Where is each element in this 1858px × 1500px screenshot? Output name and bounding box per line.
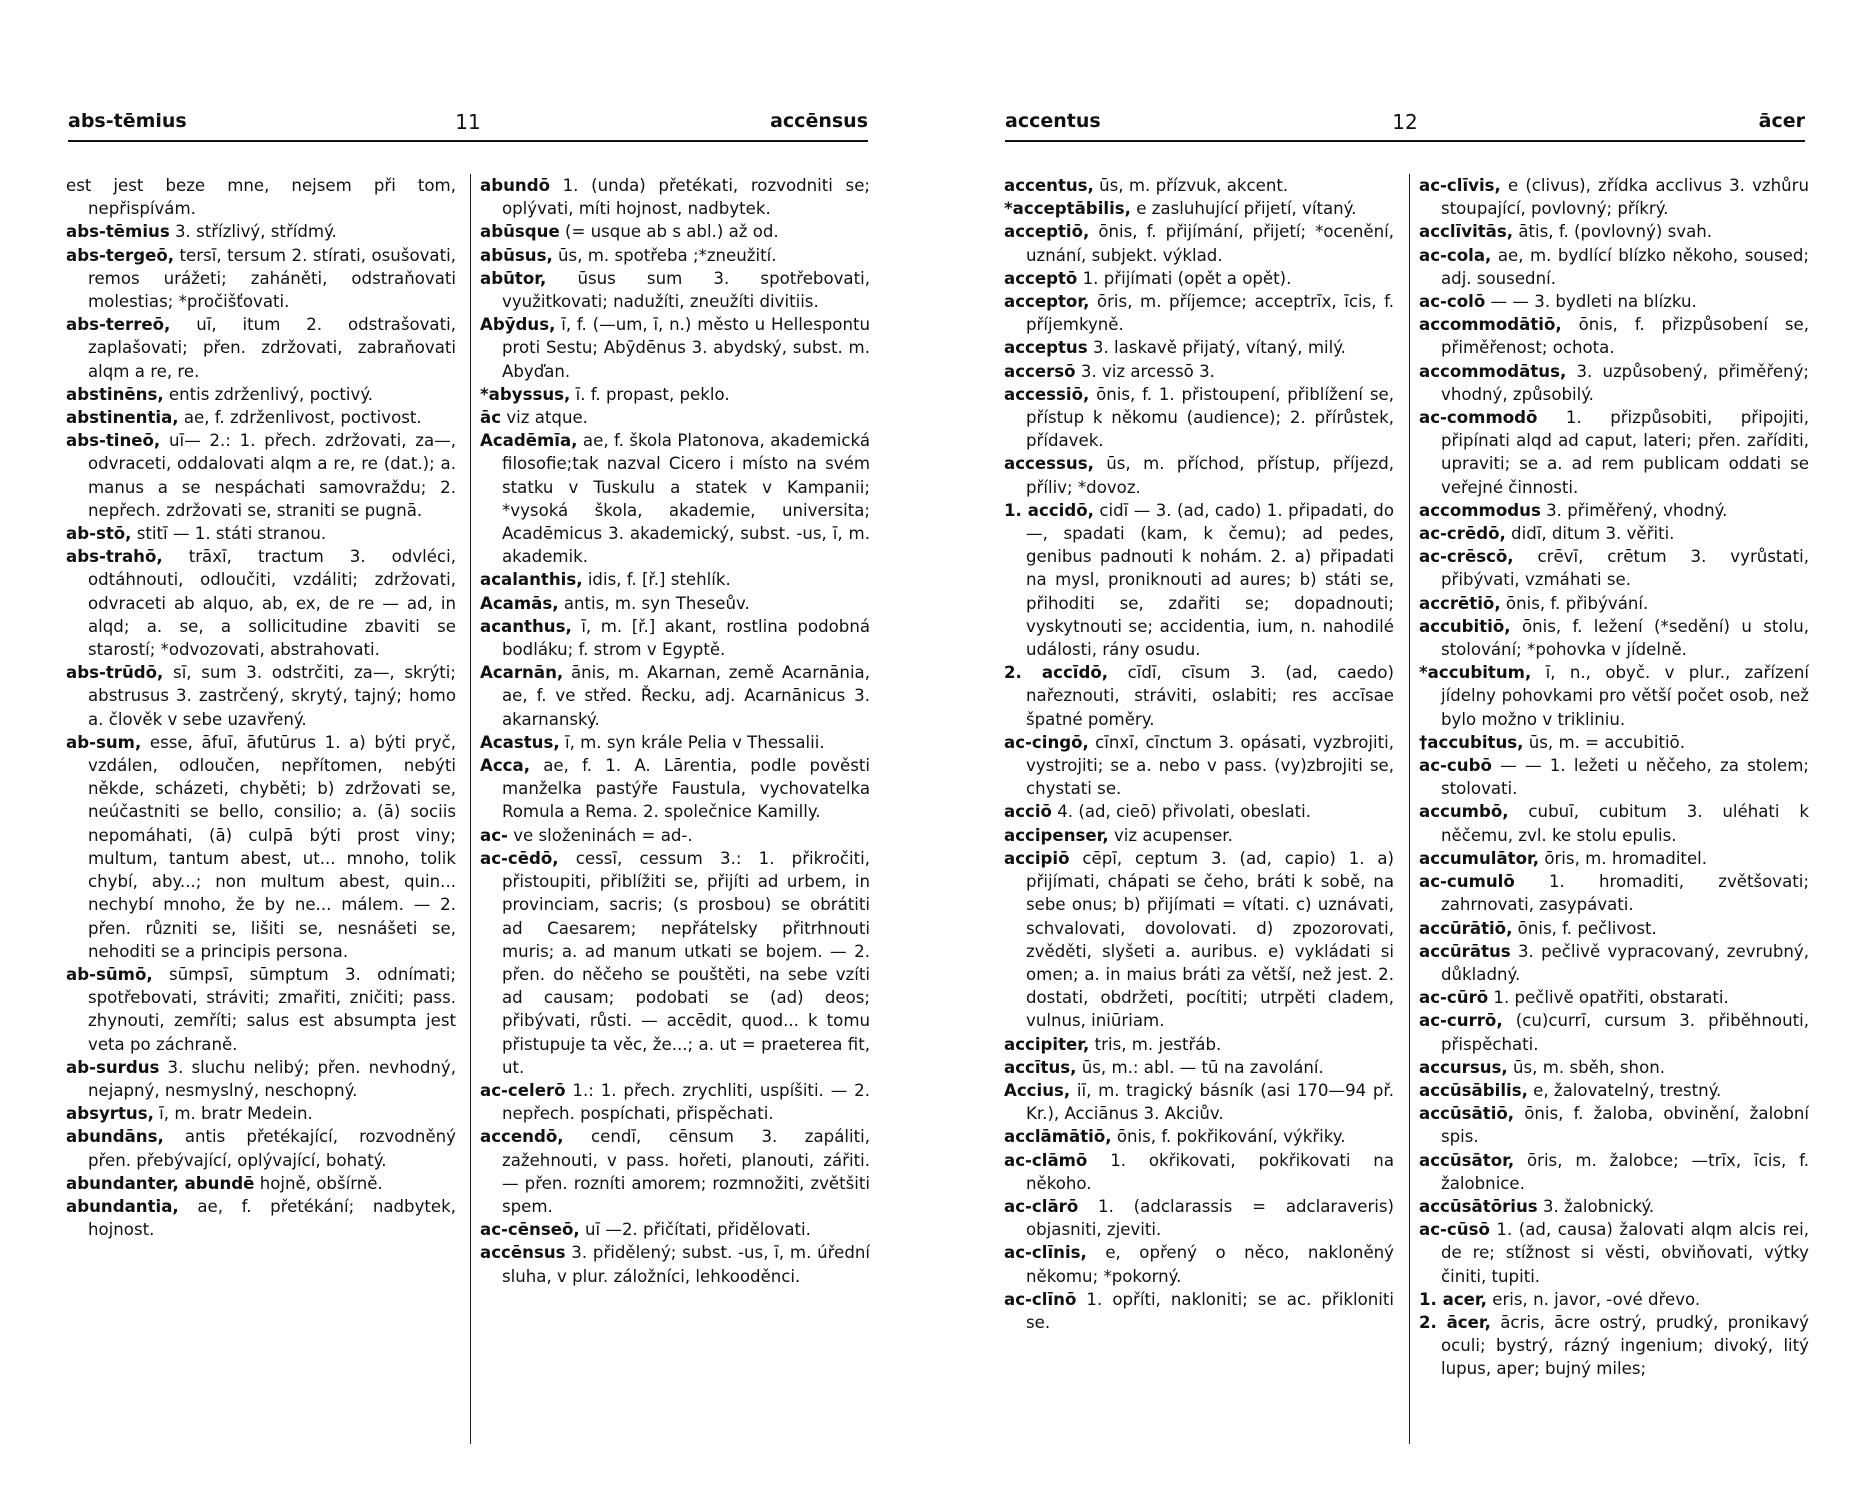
dictionary-entry [1004, 1195, 1394, 1241]
entry-headword: accessiō, [1004, 384, 1090, 404]
entry-definition: esse, āfuī, āfutūrus 1. a) býti pryč, vzdálen, odloučen, nepřítomen, nebýti někde, scházeti, chyběti; b) zdržovati se, neúčastniti se bello, consilio; a. (ā) sociis nepomáhati, (ā) culpā býti prost viny; multum, tantum abest, ut... mnoho, tolik chybí, aby...; non multum abest, quin... nechybí mnoho, že by ne... málem. — 2. přen. různiti se, lišiti se, nesnášeti se, nehoditi se a principis persona. [88, 732, 456, 961]
dictionary-entry [1419, 1311, 1809, 1381]
entry-headword: abs-tergeō, [66, 245, 175, 265]
dictionary-entry [480, 847, 870, 1079]
entry-headword: abūsque [480, 222, 560, 242]
entry-definition: ōnis, f. přibývání. [1500, 593, 1649, 613]
dictionary-entry [480, 220, 870, 243]
page-number: 11 [455, 110, 481, 134]
column-divider [470, 174, 471, 1444]
entry-headword: accūrātus [1419, 941, 1511, 961]
entry-definition: ve složeninách = ad-. [507, 825, 693, 845]
entry-definition: ācris, ācre ostrý, prudký, pronikavý oculi; bystrý, rázný ingenium; divoký, litý lupus, aper; bujný miles; [1441, 1312, 1809, 1379]
dictionary-entry [480, 754, 870, 824]
entry-headword: accumulātor, [1419, 848, 1540, 868]
entry-definition: ī, n., obyč. v plur., zařízení jídelny pohovkami pro větší počet osob, než bylo možno v trikliniu. [1441, 663, 1809, 729]
entry-headword: ac-clārō [1004, 1196, 1079, 1216]
entry-headword: accendō, [480, 1127, 564, 1147]
entry-definition: didī, ditum 3. věřiti. [1505, 524, 1675, 544]
entry-definition: ī, f. (—um, ī, n.) město u Hellespontu proti Sestu; Abӯdēnus 3. abydský, subst. m. Abyďan. [502, 315, 870, 381]
page-number: 12 [1392, 110, 1418, 134]
entry-headword: ac-clīvis, [1419, 176, 1501, 195]
guide-word-first: abs-tēmius [68, 110, 187, 132]
page-header [68, 110, 868, 142]
dictionary-entry [480, 731, 870, 754]
entry-definition: stitī — 1. státi stranou. [131, 524, 327, 544]
dictionary-entry [1419, 1102, 1809, 1148]
entry-definition: tris, m. jestřáb. [1089, 1034, 1222, 1054]
dictionary-entry [1004, 499, 1394, 661]
entry-headword: accommodātus, [1419, 361, 1567, 381]
entry-headword: accommodātiō, [1419, 315, 1562, 335]
dictionary-entry [66, 1056, 456, 1102]
entry-definition: 1. hromaditi, zvětšovati; zahrnovati, zasypávati. [1441, 872, 1809, 915]
dictionary-entry [480, 661, 870, 731]
entry-definition: ae, f. škola Platonova, akademická filosofie;tak nazval Cicero i místo na svém statku v Tuskulu a statek v Kampanii; *vysoká škola, akademie, universita; Acadēmicus 3. akademický, subst. -us, ī, m. akademik. [502, 431, 870, 567]
entry-headword: accūsābilis, [1419, 1080, 1528, 1100]
entry-headword: *accubitum, [1419, 663, 1532, 683]
entry-definition: 3. sluchu nelibý; přen. nevhodný, nejapný, nesmyslný, neschopný. [88, 1057, 456, 1100]
entry-definition: 1.: 1. přech. zrychliti, uspíšiti. — 2. nepřech. pospíchati, přispěchati. [502, 1080, 870, 1124]
entry-definition: 4. (ad, cieō) přivolati, obeslati. [1051, 802, 1312, 822]
entry-headword: abs-terreō, [66, 315, 171, 335]
entry-headword: ac-cingō, [1004, 732, 1089, 752]
entry-definition: cendī, cēnsum 3. zapáliti, zažehnouti, v pass. hořeti, planouti, zářiti. — přen. rozníti amorem; rozmnožiti, zvětšiti spem. [502, 1127, 870, 1216]
entry-definition: ī, m. syn krále Pelia v Thessalii. [559, 732, 825, 752]
dictionary-entry [1004, 452, 1394, 498]
entry-headword: accessus, [1004, 454, 1094, 474]
entry-definition: 1. přijímati (opět a opět). [1077, 268, 1292, 288]
dictionary-entry [480, 615, 870, 661]
entry-headword: Acastus, [480, 732, 560, 752]
entry-headword: ac-currō, [1419, 1011, 1503, 1031]
dictionary-entry [480, 1218, 870, 1241]
entry-definition: 1. opříti, nakloniti; se ac. přikloniti se. [1026, 1289, 1394, 1332]
entry-definition: 3. pečlivě vypracovaný, zevrubný, důkladný. [1441, 941, 1809, 984]
dictionary-entry [1419, 847, 1809, 870]
page-header [1005, 110, 1805, 142]
entry-headword: accipiter, [1004, 1034, 1090, 1054]
entry-headword: abstinentia, [66, 408, 179, 428]
entry-definition: hojně, obšírně. [254, 1173, 383, 1193]
entry-headword: abs-trūdō, [66, 663, 164, 683]
entry-headword: †accubitus, [1419, 732, 1524, 752]
entry-definition: ae, f. přetékání; nadbytek, hojnost. [88, 1196, 456, 1240]
entry-headword: accubitiō, [1419, 616, 1511, 636]
entry-definition: ūs, m. spotřeba ;*zneužití. [552, 245, 777, 265]
entry-headword: abundanter, abundē [66, 1173, 255, 1193]
entry-headword: *acceptābilis, [1004, 199, 1131, 219]
entry-definition: e zasluhující přijetí, vítaný. [1130, 199, 1357, 219]
entry-headword: absyrtus, [66, 1104, 154, 1124]
entry-definition: ōnis, f. přizpůsobení se, přiměřenost; ochota. [1441, 315, 1809, 358]
dictionary-entry [480, 568, 870, 591]
dictionary-entry [1004, 1079, 1394, 1125]
entry-headword: Accius, [1004, 1080, 1071, 1100]
entry-definition: ae, m. bydlící blízko někoho, soused; adj. sousední. [1441, 245, 1809, 288]
dictionary-entry [1419, 522, 1809, 545]
dictionary-entry [480, 592, 870, 615]
dictionary-entry [1004, 1033, 1394, 1056]
entry-headword: accersō [1004, 361, 1076, 381]
dictionary-entry [66, 522, 456, 545]
entry-headword: ab-surdus [66, 1057, 160, 1077]
entry-definition: viz atque. [501, 408, 588, 428]
entry-headword: *abyssus, [480, 384, 571, 404]
entry-headword: ac-cumulō [1419, 872, 1515, 892]
entry-definition: est jest beze mne, nejsem při tom, nepřispívám. [66, 176, 456, 219]
entry-definition: ūsus sum 3. spotřebovati, využitkovati; nadužíti, zneužíti divitiis. [502, 268, 870, 312]
dictionary-entry [66, 545, 456, 661]
entry-headword: accītus, [1004, 1057, 1077, 1077]
dictionary-entry [1419, 174, 1809, 220]
entry-headword: ac-cubō [1419, 756, 1492, 776]
dictionary-entry [1419, 1056, 1809, 1079]
guide-word-last: ācer [1758, 110, 1805, 132]
entry-definition: 1. (unda) přetékati, rozvodniti se; oplývati, míti hojnost, nadbytek. [502, 176, 870, 219]
dictionary-entry [480, 313, 870, 383]
dictionary-entry [1419, 661, 1809, 731]
guide-word-last: accēnsus [770, 110, 868, 132]
dictionary-entry [66, 313, 456, 383]
entry-headword: Acarnān, [480, 663, 564, 683]
entry-definition: cessī, cessum 3.: 1. přikročiti, přistoupiti, přiblížiti se, přijíti ad urbem, in provinciam, sacris; (s prosbou) se obrátiti ad Caesarem; nepřátelsky přitrhnouti muris; a. ad manum utkati se bojem. — 2. přen. do něčeho se pouštěti, na sebe vzíti ad causam; podobati se (ad) deos; přibývati, růsti. — accēdit, quod... k tomu přistupuje ta věc, že...; a. ut = praeterea fit, ut. [502, 848, 870, 1077]
entry-headword: accēnsus [480, 1243, 566, 1263]
entry-definition: ōris, m. hromaditel. [1539, 848, 1708, 868]
entry-headword: Acadēmīa, [480, 431, 578, 451]
entry-headword: accipenser, [1004, 825, 1109, 845]
entry-definition: e (clivus), zřídka acclivus 3. vzhůru stoupající, povlovný; příkrý. [1441, 176, 1809, 219]
entry-headword: ab-stō, [66, 524, 132, 544]
entry-definition: ī. f. propast, peklo. [570, 384, 730, 404]
dictionary-entry [1419, 1218, 1809, 1288]
right-page [929, 0, 1858, 1500]
entry-definition: ōnis, f. 1. přistoupení, přiblížení se, přístup k někomu (audience); 2. přírůstek, přídavek. [1026, 384, 1394, 451]
entry-headword: acceptus [1004, 338, 1088, 358]
entry-definition: crēvī, crētum 3. vyrůstati, přibývati, vzmáhati se. [1441, 547, 1809, 590]
entry-definition: ōris, m. příjemce; acceptrīx, īcis, f. příjemkyně. [1026, 292, 1394, 335]
entry-headword: accūsātōrius [1419, 1196, 1538, 1216]
dictionary-entry [1419, 360, 1809, 406]
entry-headword: accrētiō, [1419, 593, 1501, 613]
entry-column-1 [66, 174, 456, 1474]
dictionary-entry [1419, 870, 1809, 916]
dictionary-entry [1004, 800, 1394, 823]
dictionary-entry [1004, 290, 1394, 336]
entry-definition: ūs, m.: abl. — tū na zavolání. [1076, 1057, 1324, 1077]
dictionary-entry [1419, 615, 1809, 661]
entry-definition: eris, n. javor, -ové dřevo. [1486, 1289, 1701, 1309]
entry-headword: accommodus [1419, 500, 1541, 520]
entry-definition: — — 1. ležeti u něčeho, za stolem; stolovati. [1441, 756, 1809, 799]
entry-definition: antis, m. syn Theseův. [558, 593, 750, 613]
entry-definition: uī —2. přičítati, přidělovati. [579, 1220, 811, 1240]
entry-headword: ac-cēdō, [480, 848, 559, 868]
entry-definition: ūs, m. příchod, přístup, příjezd, příliv; *dovoz. [1026, 454, 1394, 497]
entry-headword: acceptor, [1004, 292, 1090, 312]
dictionary-entry [1004, 731, 1394, 801]
entry-headword: Acamās, [480, 593, 559, 613]
dictionary-entry [1419, 406, 1809, 499]
entry-headword: abs-tineō, [66, 431, 161, 451]
entry-definition: sūmpsī, sūmptum 3. odnímati; spotřebovati, stráviti; zmařiti, zničiti; pass. zhynouti, zemříti; salus est absumpta jest veta po záchraně. [88, 964, 456, 1054]
dictionary-entry [1419, 545, 1809, 591]
entry-definition: 3. střízlivý, střídmý. [169, 222, 337, 242]
entry-definition: cidī — 3. (ad, cado) 1. připadati, do—, spadati (kam, k čemu); ad pedes, genibus padnouti k nohám. 2. a) připadati na mysl, proniknouti ad aures; b) státi se, přihoditi se, zdařiti se; dopadnouti; vyskytnouti se; accidentia, ium, n. nahodilé události, rány osudu. [1026, 500, 1394, 660]
dictionary-entry [1419, 754, 1809, 800]
entry-definition: ae, f. 1. A. Lārentia, podle pověsti manželka pastýře Faustula, vychovatelka Romula a Rema. 2. společnice Kamilly. [502, 756, 870, 822]
entry-definition: 3. viz arcessō 3. [1075, 361, 1215, 381]
entry-definition: ūs, m. sběh, shon. [1507, 1057, 1666, 1077]
entry-definition: ī, m. [ř.] akant, rostlina podobná bodláku; f. strom v Egyptě. [502, 616, 870, 660]
entry-definition: 1. přizpůsobiti, připojiti, připínati alqd ad caput, lateri; přen. zaříditi, upraviti; se a. ad rem publicam oddati se veřejné činnosti. [1441, 408, 1809, 497]
entry-definition: viz acupenser. [1108, 825, 1233, 845]
entry-headword: ac-crēscō, [1419, 547, 1514, 567]
entry-headword: 2. accīdō, [1004, 663, 1109, 683]
entry-headword: accūsātiō, [1419, 1104, 1515, 1124]
entry-headword: accentus, [1004, 176, 1094, 195]
entry-definition: cīdī, cīsum 3. (ad, caedo) nařeznouti, stráviti, oslabiti; res accīsae špatné poměry. [1026, 663, 1394, 729]
entry-definition: sī, sum 3. odstrčiti, za—, skrýti; abstrusus 3. zastrčený, skrytý, tajný; homo a. člověk v sebe uzavřený. [88, 663, 456, 729]
entry-definition: e, opřený o něco, nakloněný někomu; *pokorný. [1026, 1243, 1394, 1286]
entry-headword: abundō [480, 176, 550, 195]
entry-column-2 [1419, 174, 1809, 1474]
dictionary-entry [1419, 940, 1809, 986]
dictionary-entry [1004, 661, 1394, 731]
entry-definition: tersī, tersum 2. stírati, osušovati, remos urážeti; zaháněti, odstraňovati molestias; *pročišťovati. [88, 245, 456, 312]
entry-definition: ae, f. zdrženlivost, poctivost. [178, 408, 422, 428]
entry-headword: acceptō [1004, 268, 1078, 288]
entry-headword: accūsātor, [1419, 1150, 1515, 1170]
dictionary-entry [66, 963, 456, 1056]
entry-definition: ī, m. bratr Medein. [153, 1104, 313, 1124]
column-divider [1409, 174, 1410, 1444]
entry-headword: ab-sum, [66, 732, 142, 752]
entry-headword: ac-colō [1419, 292, 1486, 312]
dictionary-entry [66, 429, 456, 522]
dictionary-entry [480, 1125, 870, 1218]
dictionary-entry [1004, 220, 1394, 266]
dictionary-entry [66, 661, 456, 731]
dictionary-entry [66, 383, 456, 406]
guide-word-first: accentus [1005, 110, 1101, 132]
dictionary-entry [1004, 360, 1394, 383]
dictionary-entry [1419, 1288, 1809, 1311]
entry-headword: ac-clāmō [1004, 1150, 1088, 1170]
entry-definition: iī, m. tragický básník (asi 170—94 př. Kr.), Acciānus 3. Akciův. [1026, 1080, 1394, 1124]
dictionary-entry [1419, 917, 1809, 940]
dictionary-entry [66, 1102, 456, 1125]
entry-headword: abs-tēmius [66, 222, 170, 242]
entry-definition: e, žalovatelný, trestný. [1527, 1080, 1722, 1100]
entry-definition: idis, f. [ř.] stehlík. [582, 570, 731, 590]
dictionary-entry [1419, 313, 1809, 359]
entry-definition: 1. pečlivě opatřiti, obstarati. [1488, 988, 1729, 1008]
dictionary-entry [480, 267, 870, 313]
entry-headword: 2. ācer, [1419, 1312, 1491, 1332]
dictionary-entry [1004, 1288, 1394, 1334]
entry-headword: ac-cūsō [1419, 1220, 1490, 1240]
entry-headword: accumbō, [1419, 802, 1509, 822]
dictionary-entry [66, 1125, 456, 1171]
dictionary-entry [1419, 1009, 1809, 1055]
dictionary-entry [1419, 592, 1809, 615]
entry-headword: abs-trahō, [66, 547, 163, 567]
entry-headword: acceptiō, [1004, 222, 1090, 242]
entry-definition: ōnis, f. ležení (*sedění) u stolu, stolování; *pohovka v jídelně. [1441, 616, 1809, 660]
entry-definition: antis přetékající, rozvodněný přen. přebývající, oplývající, bohatý. [88, 1127, 456, 1170]
dictionary-entry [1004, 1241, 1394, 1287]
entry-headword: ac-clīnis, [1004, 1243, 1087, 1263]
dictionary-entry [66, 220, 456, 243]
entry-definition: 3. žalobnický. [1537, 1196, 1655, 1216]
entry-definition: entis zdrženlivý, poctivý. [163, 384, 374, 404]
entry-headword: 1. acer, [1419, 1289, 1487, 1309]
entry-headword: ab-sūmō, [66, 964, 153, 984]
entry-definition: 3. přidělený; subst. -us, ī, m. úřední sluha, v plur. záložníci, lehkooděnci. [502, 1243, 870, 1286]
dictionary-entry [66, 731, 456, 963]
entry-headword: abūtor, [480, 268, 547, 288]
entry-headword: accursus, [1419, 1057, 1508, 1077]
entry-headword: accipiō [1004, 848, 1070, 868]
entry-definition: trāxī, tractum 3. odvléci, odtáhnouti, odloučiti, vzdáliti; zdržovati, odvraceti ab alquo, ab, ex, de re — ad, in alqd; a. se, a sollicitudine zbaviti se starostí; *odvozovati, abstrahovati. [88, 547, 456, 660]
entry-headword: Abӯdus, [480, 315, 556, 335]
entry-definition: ōris, m. žalobce; —trīx, īcis, f. žalobnice. [1441, 1150, 1809, 1193]
dictionary-entry [480, 383, 870, 406]
entry-definition: — — 3. bydleti na blízku. [1485, 292, 1697, 312]
entry-column-1 [1004, 174, 1394, 1474]
entry-definition: 1. (adclarassis = adclaraveris) objasniti, zjeviti. [1026, 1196, 1394, 1240]
dictionary-entry [66, 406, 456, 429]
dictionary-entry [1004, 1056, 1394, 1079]
entry-definition: ōnis, f. pokřikování, výkřiky. [1111, 1127, 1346, 1147]
entry-headword: ac- [480, 825, 508, 845]
entry-definition: ōnis, f. pečlivost. [1512, 918, 1657, 938]
entry-definition: 1. okřikovati, pokřikovati na někoho. [1026, 1150, 1394, 1193]
dictionary-entry [1419, 499, 1809, 522]
dictionary-entry [66, 1195, 456, 1241]
entry-definition: cubuī, cubitum 3. uléhati k něčemu, zvl. ke stolu epulis. [1441, 802, 1809, 845]
entry-definition: (= usque ab s abl.) až od. [559, 222, 779, 242]
entry-definition: 3. uzpůsobený, přiměřený; vhodný, způsobilý. [1441, 361, 1809, 404]
dictionary-entry [1419, 986, 1809, 1009]
entry-definition: 3. laskavě přijatý, vítaný, milý. [1087, 338, 1346, 358]
dictionary-entry [1004, 1125, 1394, 1148]
dictionary-entry [1419, 1195, 1809, 1218]
entry-headword: ac-celerō [480, 1080, 566, 1100]
dictionary-entry [1004, 336, 1394, 359]
dictionary-entry [66, 244, 456, 314]
entry-headword: acclāmātiō, [1004, 1127, 1112, 1147]
entry-definition: ōnis, f. žaloba, obvinění, žalobní spis. [1441, 1104, 1809, 1147]
entry-headword: āc [480, 408, 502, 428]
entry-headword: abundāns, [66, 1127, 164, 1147]
entry-definition: uī, itum 2. odstrašovati, zaplašovati; přen. zdržovati, zabraňovati alqm a re, re. [88, 315, 456, 381]
dictionary-entry [1419, 800, 1809, 846]
dictionary-entry [480, 1241, 870, 1287]
dictionary-entry [1419, 244, 1809, 290]
dictionary-entry [66, 1172, 456, 1195]
entry-headword: Acca, [480, 756, 531, 776]
entry-definition: 1. (ad, causa) žalovati alqm alcis rei, de re; stížnost si věsti, obviňovati, výtky činiti, tupiti. [1441, 1220, 1809, 1286]
entry-headword: acalanthis, [480, 570, 583, 590]
entry-definition: cīnxī, cīnctum 3. opásati, vyzbrojiti, vystrojiti; se a. nebo v pass. (vy)zbrojiti se, chystati se. [1026, 732, 1394, 799]
entry-headword: abūsus, [480, 245, 553, 265]
entry-definition: ānis, m. Akarnan, země Acarnānia, ae, f. ve střed. Řecku, adj. Acarnānicus 3. akarnanský. [502, 663, 870, 729]
dictionary-entry [1004, 197, 1394, 220]
entry-headword: acanthus, [480, 616, 572, 636]
entry-headword: ac-clīnō [1004, 1289, 1077, 1309]
dictionary-entry [1419, 731, 1809, 754]
entry-column-2 [480, 174, 870, 1474]
entry-definition: 3. přiměřený, vhodný. [1540, 500, 1728, 520]
entry-definition: ūs, m. = accubitiō. [1523, 732, 1685, 752]
entry-headword: ac-cola, [1419, 245, 1492, 265]
dictionary-entry [1419, 1079, 1809, 1102]
dictionary-entry [66, 174, 456, 220]
dictionary-entry [1419, 1149, 1809, 1195]
dictionary-entry [1419, 220, 1809, 243]
entry-definition: uī— 2.: 1. přech. zdržovati, za—, odvraceti, oddalovati alqm a re, re (dat.); a. manus a se nespáchati samovraždu; 2. nepřech. zdržovati se, straniti se pugnā. [88, 431, 456, 520]
entry-definition: cēpī, ceptum 3. (ad, capio) 1. a) přijímati, chápati se čeho, bráti k sobě, na sebe onus; b) přijímati = vítati. c) uznávati, schvalovati, dovolovati. d) zpozorovati, zvěděti, slyšeti a. auribus. e) vykládati si omen; a. in maius bráti za větší, než jest. 2. dostati, obdržeti, pocítiti; utrpěti cladem, vulnus, iniūriam. [1026, 848, 1394, 1031]
entry-headword: 1. accidō, [1004, 500, 1094, 520]
dictionary-entry [1004, 267, 1394, 290]
entry-headword: ac-cēnseō, [480, 1220, 580, 1240]
dictionary-entry [480, 406, 870, 429]
entry-headword: ac-cūrō [1419, 988, 1489, 1008]
entry-definition: ātis, f. (povlovný) svah. [1513, 222, 1713, 242]
entry-headword: abstinēns, [66, 384, 164, 404]
entry-headword: acciō [1004, 802, 1052, 822]
entry-headword: acclīvitās, [1419, 222, 1514, 242]
entry-headword: accūrātiō, [1419, 918, 1513, 938]
dictionary-entry [480, 244, 870, 267]
dictionary-entry [1004, 1149, 1394, 1195]
entry-definition: ūs, m. přízvuk, akcent. [1093, 176, 1289, 195]
dictionary-entry [480, 429, 870, 568]
dictionary-entry [1004, 847, 1394, 1033]
dictionary-entry [480, 824, 870, 847]
dictionary-entry [1004, 824, 1394, 847]
entry-definition: (cu)currī, cursum 3. přiběhnouti, přispěchati. [1441, 1011, 1809, 1054]
entry-headword: ac-crēdō, [1419, 524, 1506, 544]
dictionary-entry [1419, 290, 1809, 313]
entry-headword: ac-commodō [1419, 408, 1538, 428]
dictionary-entry [480, 174, 870, 220]
entry-definition: ōnis, f. přijímání, přijetí; *ocenění, uznání, subjekt. výklad. [1026, 222, 1394, 265]
entry-headword: abundantia, [66, 1196, 179, 1216]
dictionary-entry [480, 1079, 870, 1125]
dictionary-entry [1004, 174, 1394, 197]
dictionary-entry [1004, 383, 1394, 453]
